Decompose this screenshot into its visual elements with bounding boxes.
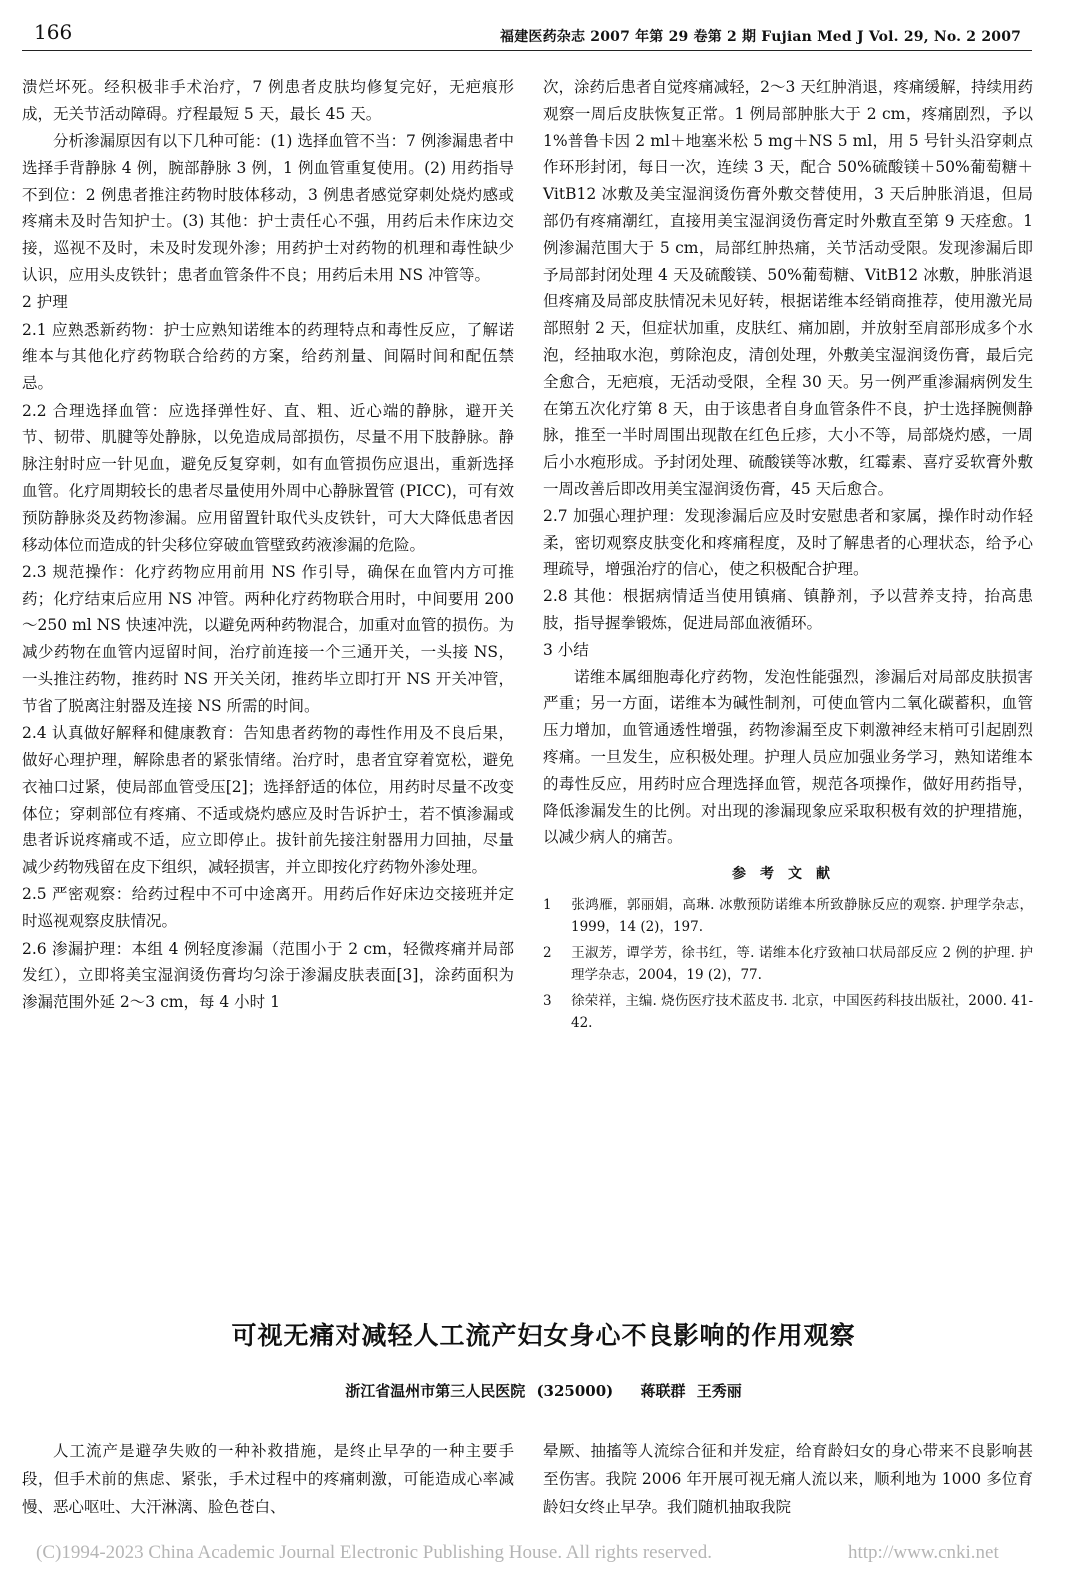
right-column (543, 74, 1033, 1038)
authors: 蒋联群 王秀丽 (640, 1382, 742, 1400)
left-column (22, 74, 514, 1016)
subsection-2-8: 2.8 其他：根据病情适当使用镇痛、镇静剂，予以营养支持，抬高患肢，指导握拳锻炼，促进局部血液循环。 (543, 587, 1033, 632)
running-head: 福建医药杂志 2007 年第 29 卷第 2 期 Fujian Med J Vol. 29, No. 2 2007 (500, 29, 1022, 45)
affiliation: 浙江省温州市第三人民医院 (325000) (345, 1382, 614, 1400)
reference-text: 王淑芳，谭学芳，徐书红，等. 诺维本化疗致袖口状局部反应 2 例的护理. 护理学杂志，2004，19 (2)，77. (571, 944, 1033, 983)
affiliation-line (0, 1380, 1087, 1401)
intro-right: 晕厥、抽搐等人流综合征和并发症，给育龄妇女的身心带来不良影响甚至伤害。我院 2006 年开展可视无痛人流以来，顺利地为 1000 多位育龄妇女终止早孕。我们随机抽取我院 (543, 1442, 1033, 1516)
intro-left: 人工流产是避孕失败的一种补救措施，是终止早孕的一种主要手段，但手术前的焦虑、紧张，手术过程中的疼痛刺激，可能造成心率减慢、恶心呕吐、大汗淋漓、脸色苍白、 (22, 1442, 514, 1516)
paragraph: 分析渗漏原因有以下几种可能：(1) 选择血管不当：7 例渗漏患者中选择手背静脉 4 例，腕部静脉 3 例，1 例血管重复使用。(2) 用药指导不到位：2 例患者推注药物时肢体移动，3 例患者感觉穿刺处烧灼感或疼痛未及时告知护士。(3) 其他：护士责任心不强，用药后未作床边交接，巡视不及时，未及时发现外渗；用药护士对药物的机理和毒性缺少认识，应用头皮铁针；患者血管条件不良；用药后未用 NS 冲管等。 (22, 132, 514, 285)
paragraph: 溃烂坏死。经积极非手术治疗，7 例患者皮肤均修复完好，无疤痕形成，无关节活动障碍。疗程最短 5 天，最长 45 天。 (22, 78, 514, 123)
reference-text: 徐荣祥，主编. 烧伤医疗技术蓝皮书. 北京，中国医药科技出版社，2000. 41-42. (571, 992, 1033, 1031)
section-heading: 3 小结 (543, 640, 589, 659)
references-title: 参考文献 (732, 866, 844, 883)
reference-number: 2 (543, 944, 552, 961)
subsection-2-4: 2.4 认真做好解释和健康教育：告知患者药物的毒性作用及不良后果，做好心理护理，解除患者的紧张情绪。治疗时，患者宜穿着宽松，避免衣袖口过紧，使局部血管受压[2]；选择舒适的体位，用药时尽量不改变体位；穿刺部位有疼痛、不适或烧灼感应及时告诉护士，若不慎渗漏或患者诉说疼痛或不适，应立即停止。拔针前先接注射器用力回抽，尽量减少药物残留在皮下组织，减轻损害，并立即按化疗药物外渗处理。 (22, 724, 514, 877)
subsection-2-5: 2.5 严密观察：给药过程中不可中途离开。用药后作好床边交接班并定时巡视观察皮肤情况。 (22, 885, 514, 931)
reference-item (543, 990, 1033, 1034)
page-number: 166 (34, 20, 73, 44)
section-heading: 2 护理 (22, 293, 68, 312)
subsection-2-1: 2.1 应熟悉新药物：护士应熟知诺维本的药理特点和毒性反应，了解诺维本与其他化疗药物联合给药的方案，给药剂量、间隔时间和配伍禁忌。 (22, 320, 514, 393)
subsection-2-7: 2.7 加强心理护理：发现渗漏后应及时安慰患者和家属，操作时动作轻柔，密切观察皮肤变化和疼痛程度，及时了解患者的心理状态，给予心理疏导，增强治疗的信心，使之积极配合护理。 (543, 506, 1033, 579)
subsection-2-6: 2.6 渗漏护理：本组 4 例轻度渗漏（范围小于 2 cm，轻微疼痛并局部发红），立即将美宝湿润烫伤膏均匀涂于渗漏皮肤表面[3]，涂药面积为渗漏范围外延 2～3 cm，每 4 小时 1 (22, 939, 514, 1012)
subsection-2-2: 2.2 合理选择血管：应选择弹性好、直、粗、近心端的静脉，避开关节、韧带、肌腱等处静脉，以免造成局部损伤，尽量不用下肢静脉。静脉注射时应一针见血，避免反复穿刺，如有血管损伤应退出，重新选择血管。化疗周期较长的患者尽量使用外周中心静脉置管 (PICC)，可有效预防静脉炎及药物渗漏。应用留置针取代头皮铁针，可大大降低患者因移动体位而造成的针尖移位穿破血管壁致药液渗漏的危险。 (22, 401, 514, 554)
footer-url[interactable]: http://www.cnki.net (848, 1542, 999, 1563)
reference-item (543, 942, 1033, 986)
subsection-2-3: 2.3 规范操作：化疗药物应用前用 NS 作引导，确保在血管内方可推药；化疗结束后应用 NS 冲管。两种化疗药物联合用时，中间要用 200～250 ml NS 快速冲洗，以避免两种药物混合，加重对血管的损伤。为减少药物在血管内逗留时间，治疗前连接一个三通开关，一头接 NS，一头推注药物，推药时 NS 开关关闭，推药毕立即打开 NS 开关冲管，节省了脱离注射器及连接 NS 所需的时间。 (22, 562, 514, 715)
article-title: 可视无痛对减轻人工流产妇女身心不良影响的作用观察 (231, 1321, 856, 1350)
header-rule (22, 50, 1032, 51)
copyright-text: (C)1994-2023 China Academic Journal Electronic Publishing House. All rights reserved. (36, 1542, 712, 1563)
summary-paragraph: 诺维本属细胞毒化疗药物，发泡性能强烈，渗漏后对局部皮肤损害严重；另一方面，诺维本为碱性制剂，可使血管内二氧化碳蓄积，血管压力增加，血管通透性增强，药物渗漏至皮下刺激神经末梢可引起剧烈疼痛。一旦发生，应积极处理。护理人员应加强业务学习，熟知诺维本的毒性反应，用药时应合理选择血管，规范各项操作，做好用药指导，降低渗漏发生的比例。对出现的渗漏现象应采取积极有效的护理措施，以减少病人的痛苦。 (543, 667, 1033, 847)
copyright-footer (36, 1542, 1036, 1564)
reference-number: 1 (543, 896, 552, 913)
reference-item (543, 894, 1033, 938)
reference-number: 3 (543, 992, 552, 1009)
reference-text: 张鸿雁，郭丽娟，高琳. 冰敷预防诺维本所致静脉反应的观察. 护理学杂志，1999，14 (2)，197. (571, 896, 1033, 935)
paragraph: 次，涂药后患者自觉疼痛减轻，2～3 天红肿消退，疼痛缓解，持续用药观察一周后皮肤恢复正常。1 例局部肿胀大于 2 cm，疼痛剧烈，予以 1%普鲁卡因 2 ml＋地塞米松 5 mg＋NS 5 ml，用 5 号针头沿穿刺点作环形封闭，每日一次，连续 3 天，配合 50%硫酸镁＋50%葡萄糖＋VitB12 冰敷及美宝湿润烫伤膏外敷交替使用，3 天后肿胀消退，但局部仍有疼痛潮红，直接用美宝湿润烫伤膏定时外敷直至第 9 天痊愈。1 例渗漏范围大于 5 cm，局部红肿热痛，关节活动受限。发现渗漏后即予局部封闭处理 4 天及硫酸镁、50%葡萄糖、VitB12 冰敷，肿胀消退但疼痛及局部皮肤情况未见好转，根据诺维本经销商推荐，使用激光局部照射 2 天，但症状加重，皮肤红、痛加剧，并放射至肩部形成多个水泡，经抽取水泡，剪除泡皮，清创处理，外敷美宝湿润烫伤膏，最后完全愈合，无疤痕，无活动受限，全程 30 天。另一例严重渗漏病例发生在第五次化疗第 8 天，由于该患者自身血管条件不良，护士选择腕侧静脉，推至一半时周围出现散在红色丘疹，大小不等，局部烧灼感，一周后小水疱形成。予封闭处理、硫酸镁等冰敷，红霉素、喜疗妥软膏外敷一周改善后即改用美宝湿润烫伤膏，45 天后愈合。 (543, 78, 1033, 498)
